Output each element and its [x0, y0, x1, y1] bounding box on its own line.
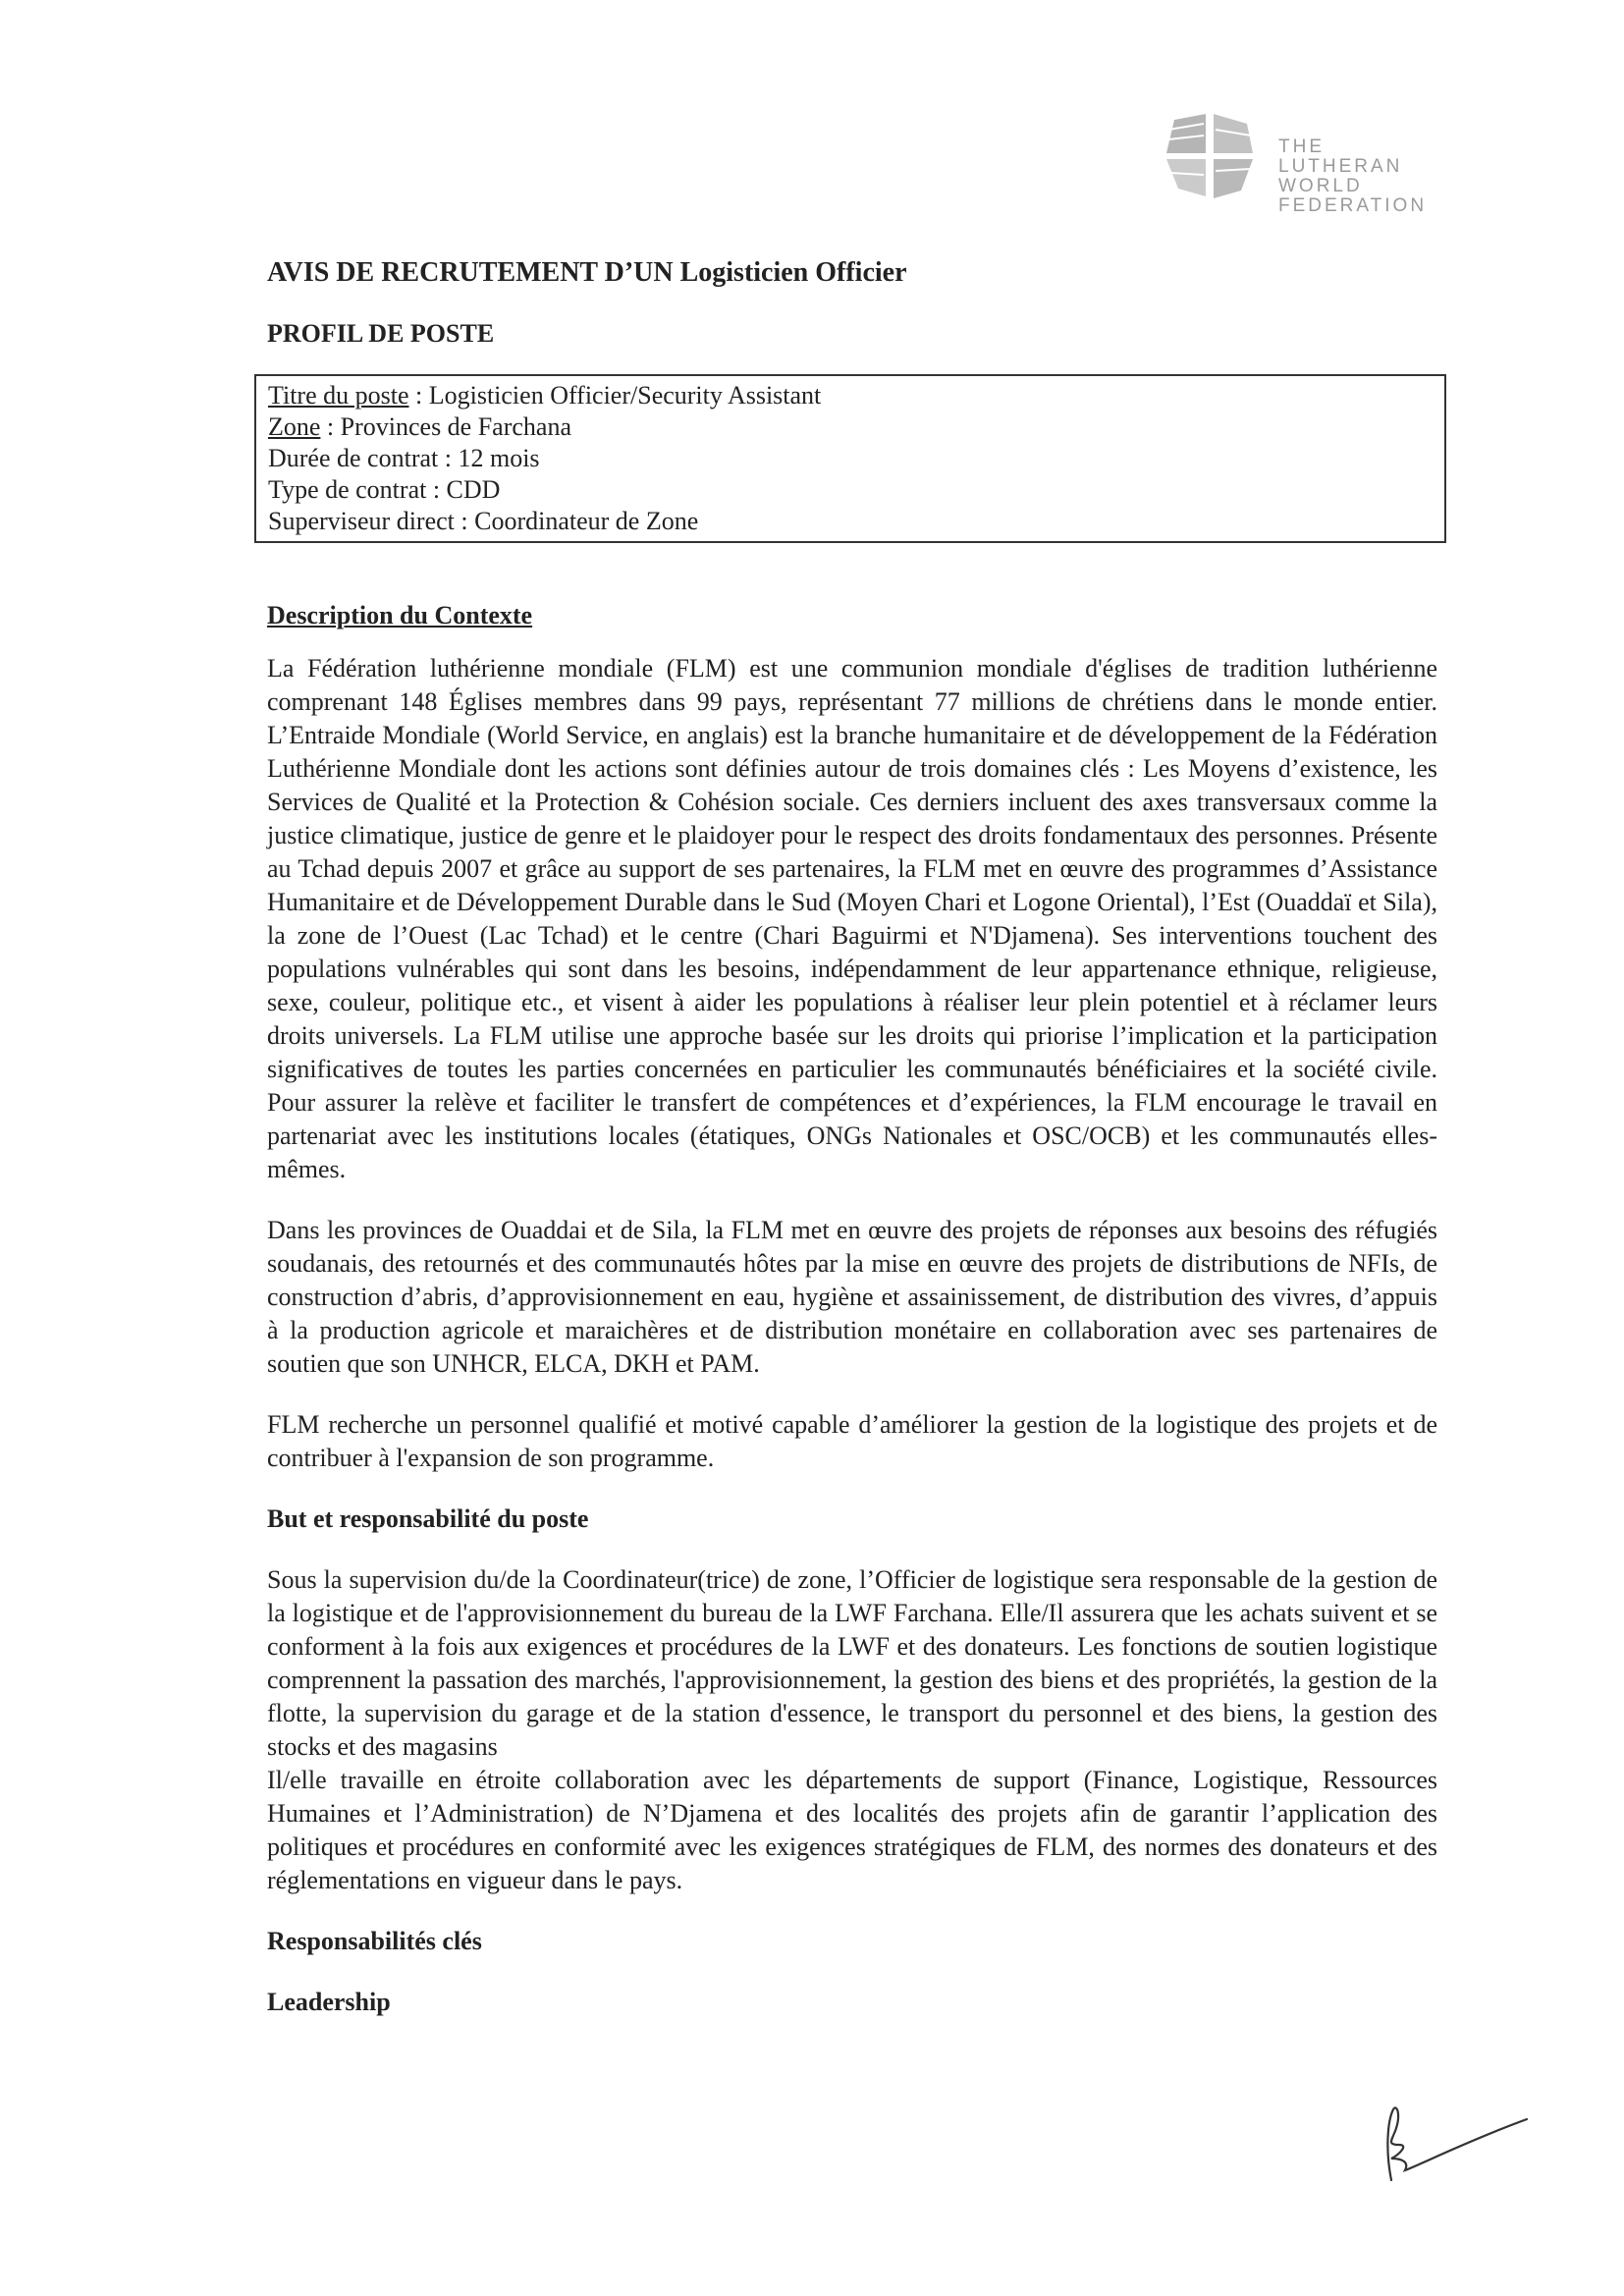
section-title-but: But et responsabilité du poste	[267, 1504, 589, 1533]
paragraph-contexte-1: La Fédération luthérienne mondiale (FLM) est une communion mondiale d'églises de tradition luthérienne comprenant 148 Églises membres dans 99 pays, représentant 77 millions de chrétiens dans le monde entier. L’Entraide Mondiale (World Service, en anglais) est la branche humanitaire et de développement de la Fédération Luthérienne Mondiale dont les actions sont définies autour de trois domaines clés : Les Moyens d’existence, les Services de Qualité et la Protection & Cohésion sociale. Ces derniers incluent des axes transversaux comme la justice climatique, justice de genre et le plaidoyer pour le respect des droits fondamentaux des personnes. Présente au Tchad depuis 2007 et grâce au support de ses partenaires, la FLM met en œuvre des programmes d’Assistance Humanitaire et de Développement Durable dans le Sud (Moyen Chari et Logone Oriental), l’Est (Ouaddaï et Sila), la zone de l’Ouest (Lac Tchad) et le centre (Chari Baguirmi et N'Djamena). Ses interventions touchent des populations vulnérables qui sont dans les besoins, indépendamment de leur appartenance ethnique, religieuse, sexe, couleur, politique etc., et visent à aider les populations à réaliser leur plein potentiel et à réclamer leurs droits universels. La FLM utilise une approche basée sur les droits qui priorise l’implication et la participation significatives de toutes les parties concernées en particulier les communautés bénéficiaires et la société civile. Pour assurer la relève et faciliter le transfert de compétences et d’expériences, la FLM encourage le travail en partenariat avec les institutions locales (étatiques, ONGs Nationales et OSC/OCB) et les communautés elles-mêmes.	[267, 654, 1437, 1183]
paragraph-contexte-2: Dans les provinces de Ouaddai et de Sila, la FLM met en œuvre des projets de réponses aux besoins des réfugiés soudanais, des retournés et des communautés hôtes par la mise en œuvre des projets de distributions de NFIs, de construction d’abris, d’approvisionnement en eau, hygiène et assainissement, de distribution des vivres, d’appuis à la production agricole et maraichères et de distribution monétaire en collaboration avec ses partenaires de soutien que son UNHCR, ELCA, DKH et PAM.	[267, 1216, 1437, 1378]
paragraph-but-1: Sous la supervision du/de la Coordinateur(trice) de zone, l’Officier de logistique sera responsable de la gestion de la logistique et de l'approvisionnement du bureau de la LWF Farchana. Elle/Il assurera que les achats suivent et se conforment à la fois aux exigences et procédures de la LWF et des donateurs. Les fonctions de soutien logistique comprennent la passation des marchés, l'approvisionnement, la gestion des biens et des propriétés, la gestion de la flotte, la supervision du garage et de la station d'essence, le transport du personnel et des biens, la gestion des stocks et des magasins	[267, 1565, 1437, 1761]
section-title-leadership: Leadership	[267, 1988, 391, 2016]
profile-row-superviseur: Superviseur direct : Coordinateur de Zone	[268, 507, 699, 535]
section-title-responsabilites: Responsabilités clés	[267, 1927, 482, 1955]
job-profile-box	[254, 374, 1446, 543]
signature-initials	[1370, 2102, 1537, 2190]
document-title: AVIS DE RECRUTEMENT D’UN Logisticien Officier	[267, 257, 907, 288]
lwf-logo-icon	[1157, 110, 1263, 202]
paragraph-contexte-3: FLM recherche un personnel qualifié et motivé capable d’améliorer la gestion de la logistique des projets et de contribuer à l'expansion de son programme.	[267, 1410, 1437, 1472]
profile-row-type: Type de contrat : CDD	[268, 475, 501, 504]
paragraph-but-2: Il/elle travaille en étroite collaboration avec les départements de support (Finance, Logistique, Ressources Humaines et l’Administration) de N’Djamena et des localités des projets afin de garantir l’application des politiques et procédures en conformité avec les exigences stratégiques de FLM, des normes des donateurs et des réglementations en vigueur dans le pays.	[267, 1766, 1437, 1894]
logo-line-2: LUTHERAN	[1278, 156, 1403, 177]
profile-row-titre	[268, 380, 1444, 411]
titre-label: Titre du poste	[268, 381, 409, 410]
profil-heading: PROFIL DE POSTE	[267, 319, 495, 348]
document-body	[267, 599, 1437, 2019]
section-title-contexte: Description du Contexte	[267, 601, 533, 629]
zone-value: : Provinces de Farchana	[320, 412, 572, 441]
zone-label: Zone	[268, 412, 321, 441]
profile-row-duree: Durée de contrat : 12 mois	[268, 444, 540, 472]
logo-wordmark	[1278, 137, 1427, 216]
titre-value: : Logisticien Officier/Security Assistant	[408, 381, 822, 410]
logo-line-3: WORLD	[1278, 176, 1363, 196]
logo-line-4: FEDERATION	[1278, 195, 1428, 216]
profile-row-zone	[268, 411, 1444, 443]
logo-line-1: THE	[1278, 137, 1325, 157]
